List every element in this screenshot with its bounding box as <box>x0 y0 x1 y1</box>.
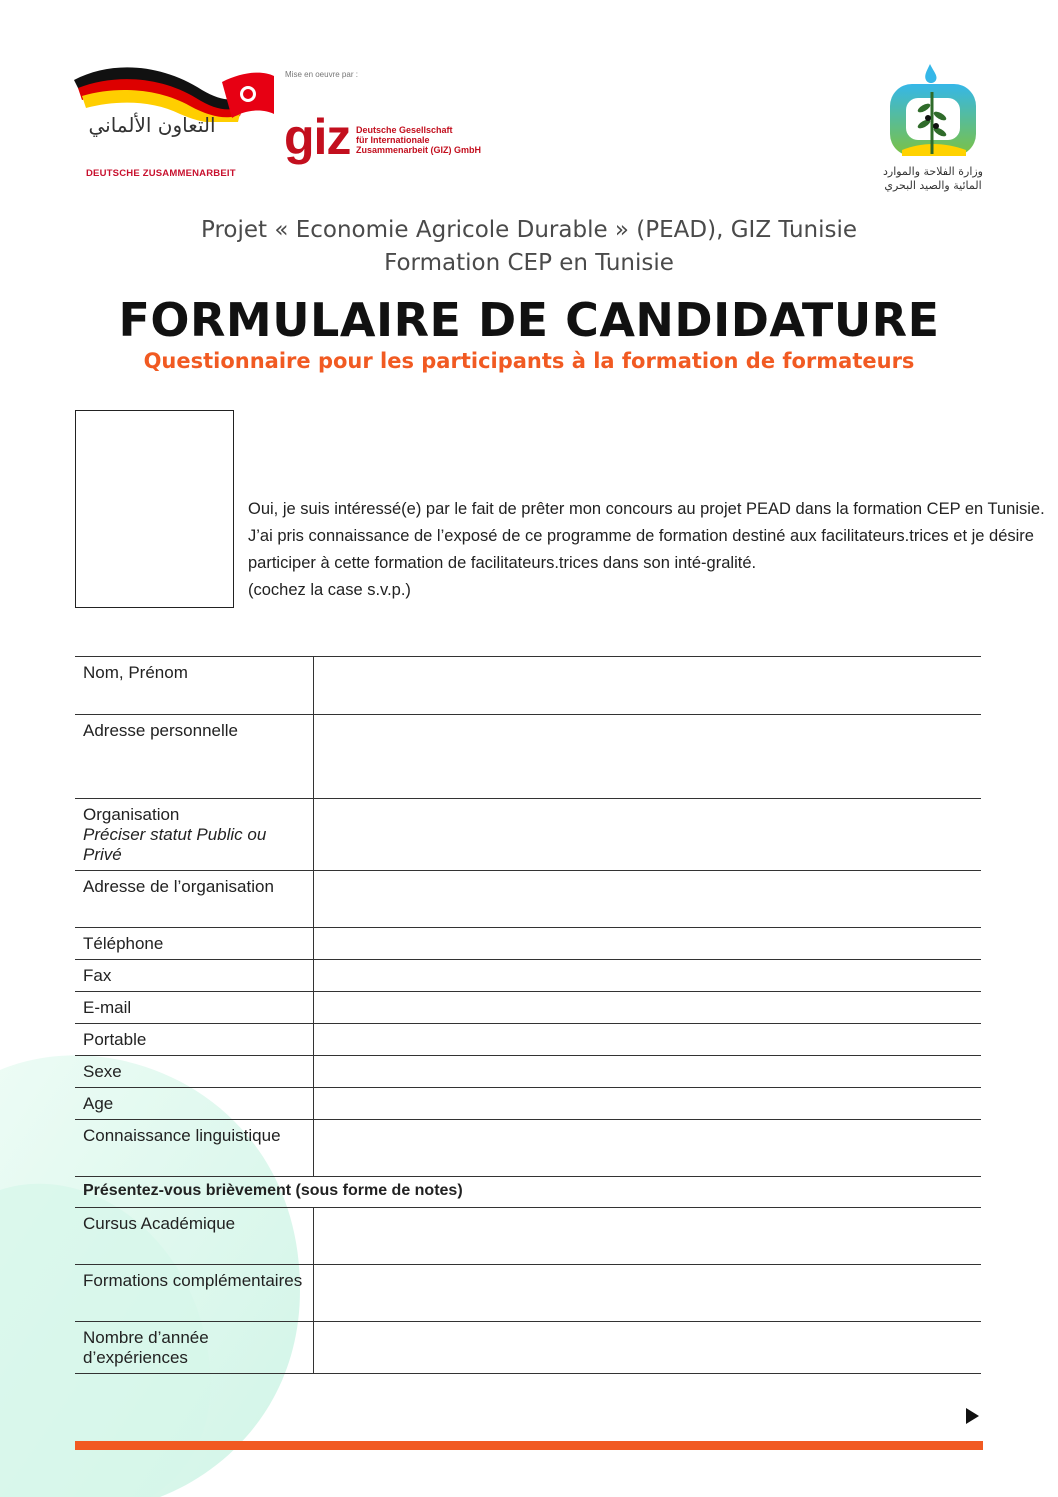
field-experience[interactable] <box>314 1322 982 1374</box>
field-nom[interactable] <box>314 657 982 715</box>
label-age: Age <box>75 1088 314 1120</box>
giz-description <box>356 125 481 155</box>
giz-desc-line: Zusammenarbeit (GIZ) GmbH <box>356 145 482 155</box>
label-nom: Nom, Prénom <box>75 657 314 715</box>
field-formations[interactable] <box>314 1265 982 1322</box>
giz-desc-line: Deutsche Gesellschaft <box>356 125 453 135</box>
organisation-label: Organisation <box>83 805 180 824</box>
label-telephone: Téléphone <box>75 928 314 960</box>
table-row <box>75 1265 981 1322</box>
photo-checkbox-box[interactable] <box>75 410 234 608</box>
page-title: FORMULAIRE DE CANDIDATURE <box>118 293 940 347</box>
label-langues: Connaissance linguistique <box>75 1120 314 1177</box>
table-row <box>75 715 981 799</box>
interest-line: (cochez la case s.v.p.) <box>248 581 411 599</box>
table-row <box>75 1024 981 1056</box>
field-cursus[interactable] <box>314 1208 982 1265</box>
table-row <box>75 1056 981 1088</box>
label-organisation <box>75 799 314 871</box>
table-row <box>75 871 981 928</box>
table-row <box>75 1177 981 1208</box>
table-row <box>75 928 981 960</box>
ministry-arabic-name <box>882 165 984 193</box>
label-cursus: Cursus Académique <box>75 1208 314 1265</box>
table-row <box>75 799 981 871</box>
ministry-logo <box>882 62 984 197</box>
table-row <box>75 1322 981 1374</box>
table-row <box>75 992 981 1024</box>
field-telephone[interactable] <box>314 928 982 960</box>
field-email[interactable] <box>314 992 982 1024</box>
ministry-arabic-line: وزارة الفلاحة والموارد <box>882 165 983 178</box>
next-page-arrow-icon[interactable] <box>964 1407 980 1425</box>
section-presentez-vous: Présentez-vous brièvement (sous forme de notes) <box>75 1177 981 1208</box>
project-title: Projet « Economie Agricole Durable » (PEAD), GIZ Tunisie <box>200 217 858 243</box>
interest-statement <box>248 496 1045 604</box>
table-row <box>75 960 981 992</box>
german-cooperation-caption: DEUTSCHE ZUSAMMENARBEIT <box>86 168 236 179</box>
field-portable[interactable] <box>314 1024 982 1056</box>
table-row <box>75 1208 981 1265</box>
label-adresse-personnelle: Adresse personnelle <box>75 715 314 799</box>
label-experience: Nombre d’année d’expériences <box>75 1322 314 1374</box>
giz-implemented-by: Mise en oeuvre par : <box>285 70 358 79</box>
ministry-arabic-line: المائية والصيد البحري <box>884 179 982 192</box>
formation-title: Formation CEP en Tunisie <box>384 250 674 276</box>
page-subtitle: Questionnaire pour les participants à la formation de formateurs <box>143 349 915 373</box>
table-row <box>75 1120 981 1177</box>
field-sexe[interactable] <box>314 1056 982 1088</box>
giz-desc-line: für Internationale <box>356 135 430 145</box>
label-sexe: Sexe <box>75 1056 314 1088</box>
table-row <box>75 1088 981 1120</box>
label-portable: Portable <box>75 1024 314 1056</box>
organisation-sublabel: Préciser statut Public ou Privé <box>83 825 267 864</box>
german-cooperation-arabic: التعاون الألماني <box>88 113 216 137</box>
ministry-emblem-icon <box>882 62 984 162</box>
label-adresse-organisation: Adresse de l’organisation <box>75 871 314 928</box>
interest-line: Oui, je suis intéressé(e) par le fait de prêter mon concours au projet PEAD dans la formation CEP en Tunisie. <box>248 500 1045 518</box>
label-fax: Fax <box>75 960 314 992</box>
application-form-table <box>75 656 981 1374</box>
field-fax[interactable] <box>314 960 982 992</box>
interest-line: J’ai pris connaissance de l’exposé de ce programme de formation destiné aux facilitateurs.trices et je désire <box>248 527 1034 545</box>
german-cooperation-logo <box>72 62 277 182</box>
field-adresse-personnelle[interactable] <box>314 715 982 799</box>
field-age[interactable] <box>314 1088 982 1120</box>
interest-line: participer à cette formation de facilitateurs.trices dans son inté-gralité. <box>248 554 757 572</box>
field-organisation[interactable] <box>314 799 982 871</box>
field-adresse-organisation[interactable] <box>314 871 982 928</box>
table-row <box>75 657 981 715</box>
giz-logo-word: giz <box>284 109 351 165</box>
footer-accent-bar <box>75 1441 983 1450</box>
label-email: E-mail <box>75 992 314 1024</box>
label-formations: Formations complémentaires <box>75 1265 314 1322</box>
field-langues[interactable] <box>314 1120 982 1177</box>
